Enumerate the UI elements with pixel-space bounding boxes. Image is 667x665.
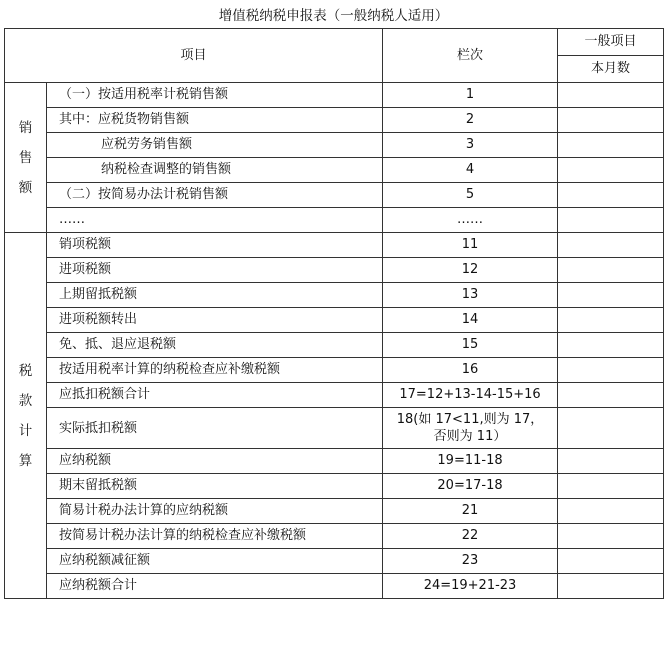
section-label-char: 款: [18, 392, 33, 409]
row-item: 实际抵扣税额: [47, 408, 383, 449]
row-item: 其中：应税货物销售额: [47, 108, 383, 133]
row-item: （一）按适用税率计税销售额: [47, 83, 383, 108]
row-column: 24=19+21-23: [383, 574, 558, 599]
row-column: 13: [383, 283, 558, 308]
row-column: 1: [383, 83, 558, 108]
section-label-char: 算: [18, 452, 33, 469]
month-value-cell[interactable]: [558, 408, 664, 449]
table-row: [5, 474, 664, 499]
section-label-char: 计: [18, 422, 33, 439]
row-item: ……: [47, 208, 383, 233]
row-column: 21: [383, 499, 558, 524]
row-item: 销项税额: [47, 233, 383, 258]
table-row: [5, 333, 664, 358]
table-row: [5, 499, 664, 524]
month-value-cell[interactable]: [558, 574, 664, 599]
table-row: [5, 133, 664, 158]
form-title: 增值税纳税申报表（一般纳税人适用）: [218, 8, 449, 24]
row-item: 按简易计税办法计算的纳税检查应补缴税额: [47, 524, 383, 549]
row-column: [383, 408, 558, 449]
table-row: [5, 183, 664, 208]
section-label-tax: [5, 233, 47, 599]
row-column: 22: [383, 524, 558, 549]
row-item: 简易计税办法计算的应纳税额: [47, 499, 383, 524]
section-label-char: 售: [18, 149, 33, 166]
row-column-line-2: 否则为 11）: [433, 429, 507, 444]
month-value-cell[interactable]: [558, 283, 664, 308]
table-row: [5, 258, 664, 283]
row-column-line-1: 18(如 17<11,则为 17，: [396, 412, 544, 427]
table-row: [5, 358, 664, 383]
month-value-cell[interactable]: [558, 383, 664, 408]
table-row: [5, 158, 664, 183]
month-value-cell[interactable]: [558, 308, 664, 333]
table-row: [5, 308, 664, 333]
row-column: 20=17-18: [383, 474, 558, 499]
month-value-cell[interactable]: [558, 208, 664, 233]
month-value-cell[interactable]: [558, 358, 664, 383]
table-row: [5, 108, 664, 133]
month-value-cell[interactable]: [558, 258, 664, 283]
row-column: 3: [383, 133, 558, 158]
month-value-cell[interactable]: [558, 499, 664, 524]
table-row: [5, 408, 664, 449]
header-item: 项目: [5, 29, 383, 83]
row-column: 23: [383, 549, 558, 574]
row-column: 4: [383, 158, 558, 183]
section-label-char: 销: [18, 119, 33, 136]
table-row: [5, 449, 664, 474]
section-label-char: 额: [18, 179, 33, 196]
month-value-cell[interactable]: [558, 83, 664, 108]
table-row: [5, 549, 664, 574]
month-value-cell[interactable]: [558, 449, 664, 474]
section-label-char: 税: [18, 362, 33, 379]
row-column: 14: [383, 308, 558, 333]
section-label-sales: [5, 83, 47, 233]
header-general: 一般项目: [558, 29, 664, 56]
header-column: 栏次: [383, 29, 558, 83]
table-row: [5, 574, 664, 599]
row-column: 12: [383, 258, 558, 283]
vat-return-table: [4, 28, 664, 599]
row-item: 期末留抵税额: [47, 474, 383, 499]
row-item: 上期留抵税额: [47, 283, 383, 308]
row-column: 15: [383, 333, 558, 358]
row-item: 应纳税额: [47, 449, 383, 474]
table-row: [5, 524, 664, 549]
table-row: [5, 383, 664, 408]
row-item: 应纳税额减征额: [47, 549, 383, 574]
row-item: 应税劳务销售额: [47, 133, 383, 158]
row-item: 应纳税额合计: [47, 574, 383, 599]
header-month: 本月数: [558, 56, 664, 83]
row-item: 应抵扣税额合计: [47, 383, 383, 408]
row-item: 进项税额转出: [47, 308, 383, 333]
row-column: 5: [383, 183, 558, 208]
row-column: 11: [383, 233, 558, 258]
row-column: ……: [383, 208, 558, 233]
table-row: [5, 233, 664, 258]
table-row: [5, 208, 664, 233]
row-item: 免、抵、退应退税额: [47, 333, 383, 358]
table-row: [5, 83, 664, 108]
table-row: [5, 283, 664, 308]
month-value-cell[interactable]: [558, 108, 664, 133]
month-value-cell[interactable]: [558, 549, 664, 574]
row-item: 按适用税率计算的纳税检查应补缴税额: [47, 358, 383, 383]
row-item: （二）按简易办法计税销售额: [47, 183, 383, 208]
month-value-cell[interactable]: [558, 333, 664, 358]
row-column: 19=11-18: [383, 449, 558, 474]
row-item: 纳税检查调整的销售额: [47, 158, 383, 183]
month-value-cell[interactable]: [558, 524, 664, 549]
month-value-cell[interactable]: [558, 133, 664, 158]
header-row-1: [5, 29, 664, 56]
row-item: 进项税额: [47, 258, 383, 283]
month-value-cell[interactable]: [558, 233, 664, 258]
month-value-cell[interactable]: [558, 158, 664, 183]
row-column: 17=12+13-14-15+16: [383, 383, 558, 408]
month-value-cell[interactable]: [558, 474, 664, 499]
month-value-cell[interactable]: [558, 183, 664, 208]
row-column: 2: [383, 108, 558, 133]
row-column: 16: [383, 358, 558, 383]
